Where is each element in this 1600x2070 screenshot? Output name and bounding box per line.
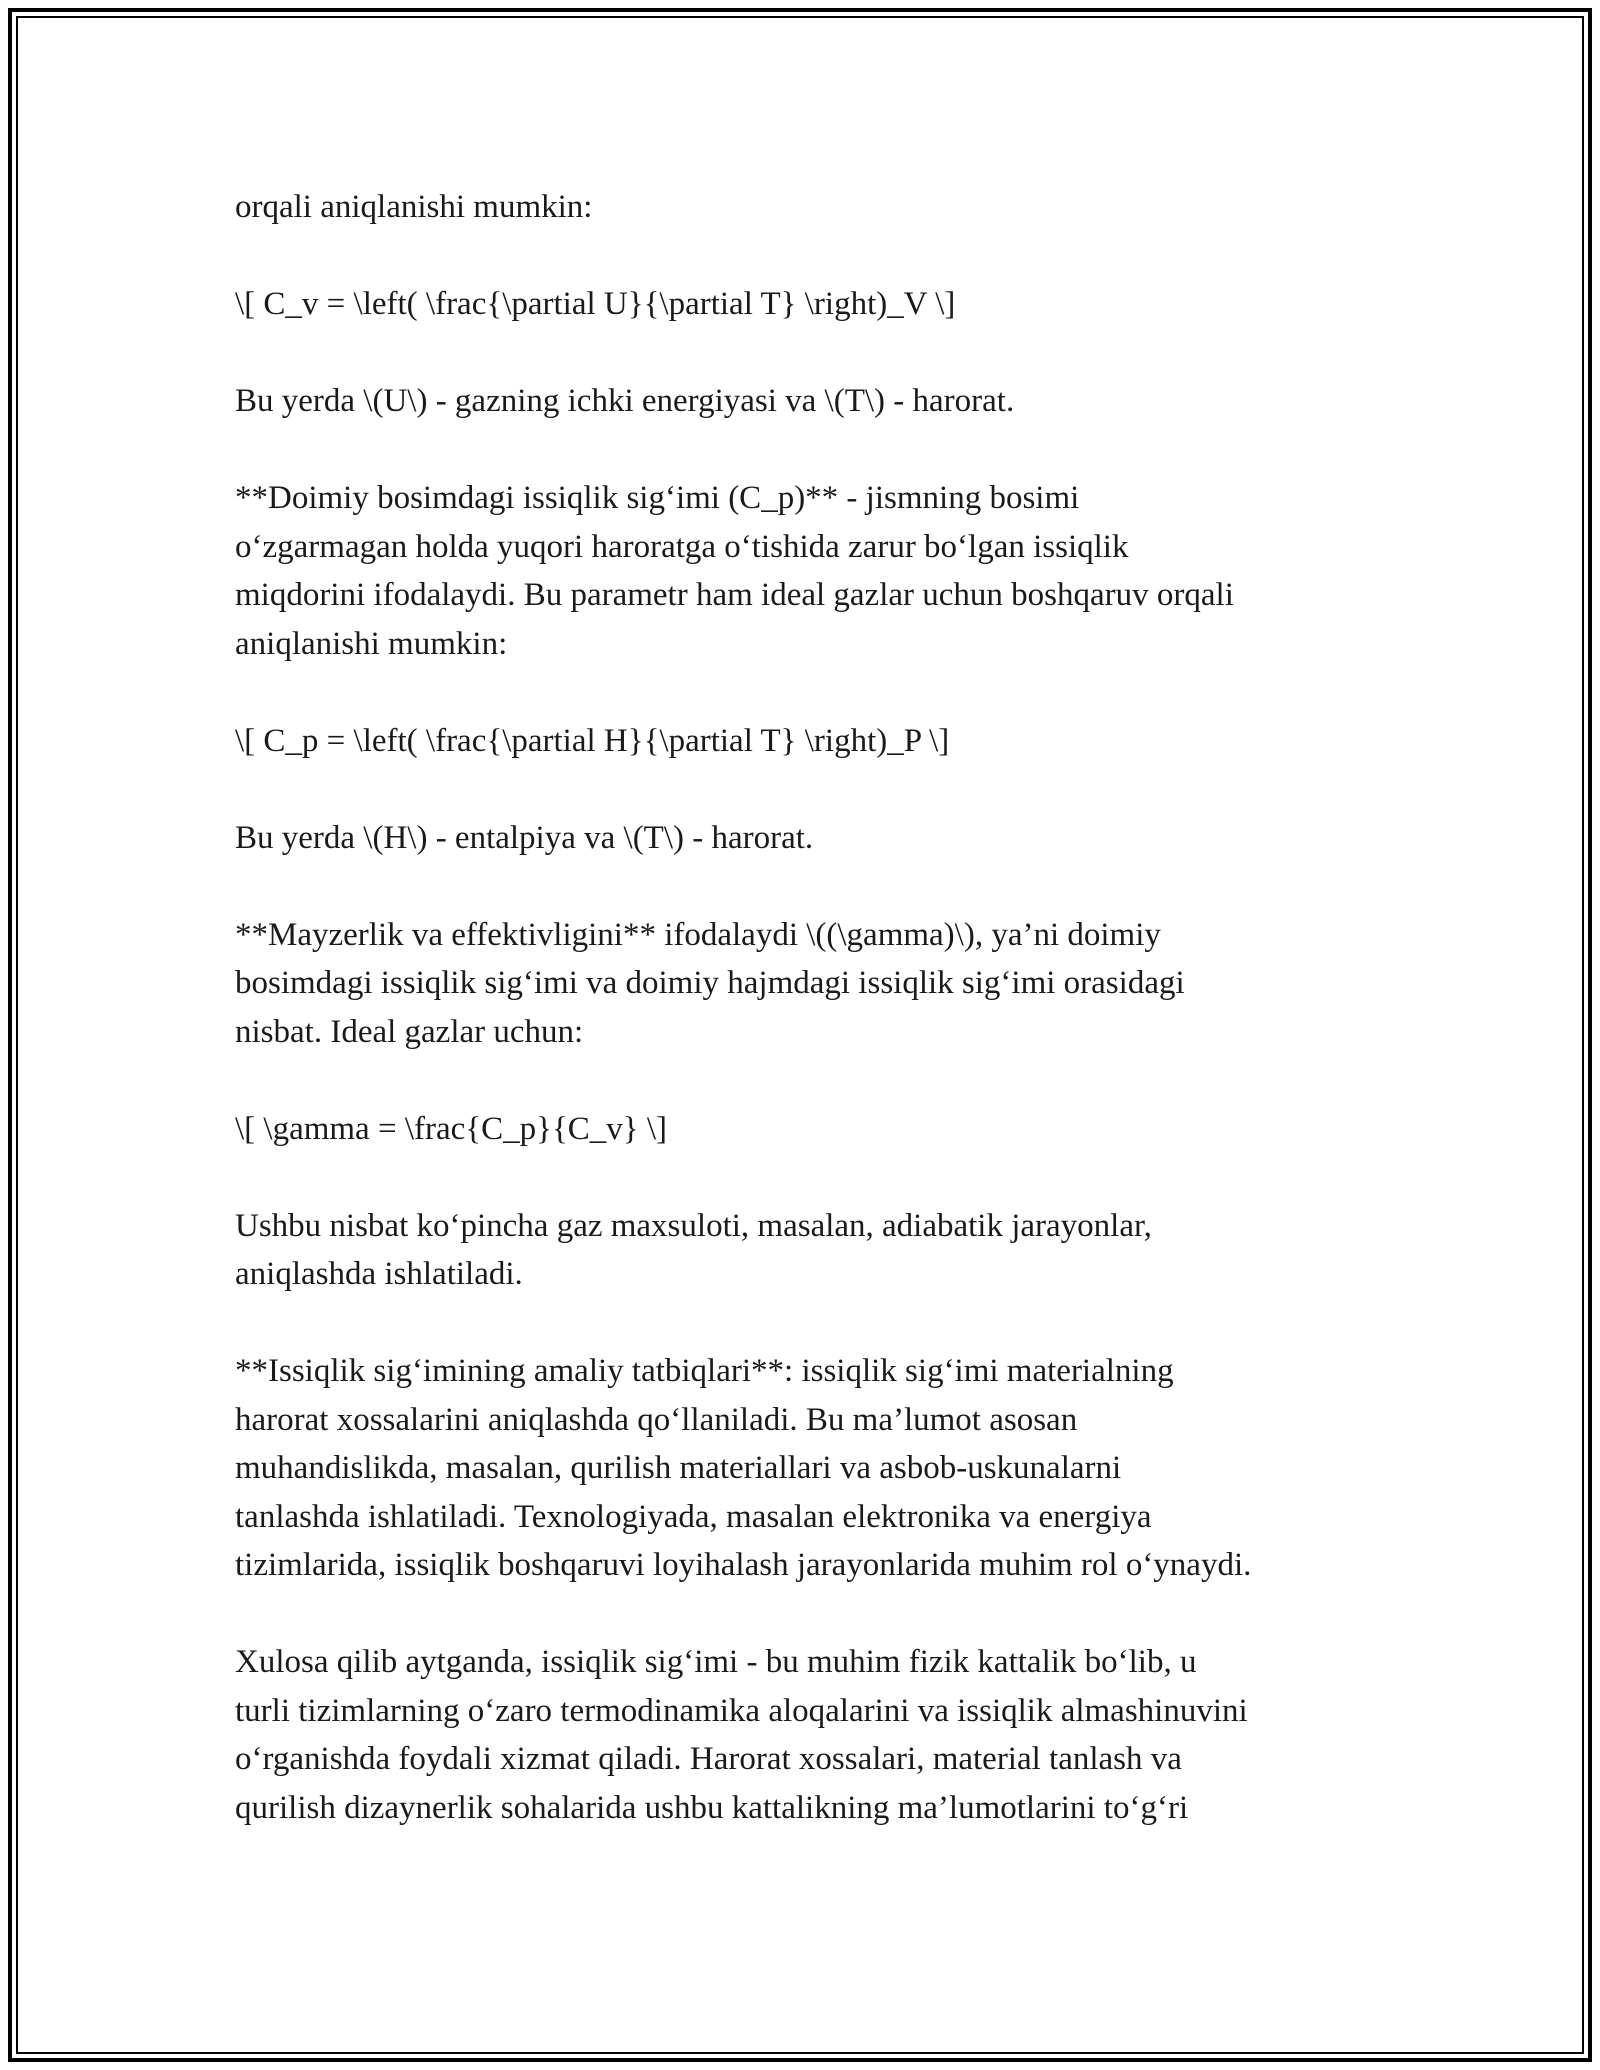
text-line: Bu yerda \(U\) - gazning ichki energiyasi va \(T\) - harorat. [235, 383, 1015, 419]
text-line: \[ \gamma = \frac{C_p}{C_v} \] [235, 1110, 668, 1147]
paragraph-gamma [235, 911, 1375, 1057]
text-line: qurilish dizaynerlik sohalarida ushbu kattalikning ma’lumotlarini to‘g‘ri [235, 1789, 1189, 1826]
text-line: Xulosa qilib aytganda, issiqlik sig‘imi - bu muhim fizik kattalik bo‘lib, u [235, 1644, 1197, 1680]
paragraph-cv-definition [235, 377, 1375, 426]
text-line: aniqlanishi mumkin: [235, 625, 508, 662]
paragraph-conclusion [235, 1638, 1375, 1832]
text-line: Ushbu nisbat ko‘pincha gaz maxsuloti, masalan, adiabatik jarayonlar, [235, 1207, 1152, 1244]
formula-gamma [235, 1105, 1375, 1154]
text-line: nisbat. Ideal gazlar uchun: [235, 1013, 584, 1050]
text-line: **Issiqlik sig‘imining amaliy tatbiqlari**: issiqlik sig‘imi materialning [235, 1353, 1174, 1389]
paragraph-ratio-usage [235, 1202, 1375, 1299]
text-line: tizimlarida, issiqlik boshqaruvi loyihalash jarayonlarida muhim rol o‘ynaydi. [235, 1547, 1252, 1583]
paragraph-cp [235, 474, 1375, 668]
text-line: **Doimiy bosimdagi issiqlik sig‘imi (C_p)** - jismning bosimi [235, 480, 1080, 516]
text-line: \[ C_p = \left( \frac{\partial H}{\partial T} \right)_P \] [235, 722, 950, 759]
document-body [235, 183, 1375, 1881]
text-line: turli tizimlarning o‘zaro termodinamika aloqalarini va issiqlik almashinuvini [235, 1692, 1248, 1729]
text-line: Bu yerda \(H\) - entalpiya va \(T\) - harorat. [235, 819, 814, 856]
text-line: muhandislikda, masalan, qurilish materiallari va asbob-uskunalarni [235, 1450, 1122, 1486]
text-line: bosimdagi issiqlik sig‘imi va doimiy hajmdagi issiqlik sig‘imi orasidagi [235, 965, 1185, 1001]
paragraph-intro [235, 183, 1375, 232]
paragraph-applications [235, 1347, 1375, 1590]
text-line: miqdorini ifodalaydi. Bu parametr ham ideal gazlar uchun boshqaruv orqali [235, 577, 1234, 613]
text-line: o‘rganishda foydali xizmat qiladi. Harorat xossalari, material tanlash va [235, 1741, 1182, 1777]
text-line: harorat xossalarini aniqlashda qo‘llaniladi. Bu ma’lumot asosan [235, 1401, 1078, 1438]
text-line: orqali aniqlanishi mumkin: [235, 189, 593, 225]
text-line: tanlashda ishlatiladi. Texnologiyada, masalan elektronika va energiya [235, 1498, 1152, 1535]
formula-cv [235, 280, 1375, 329]
text-line: o‘zgarmagan holda yuqori haroratga o‘tishida zarur bo‘lgan issiqlik [235, 528, 1129, 565]
text-line: \[ C_v = \left( \frac{\partial U}{\partial T} \right)_V \] [235, 286, 956, 322]
text-line: aniqlashda ishlatiladi. [235, 1256, 523, 1292]
text-line: **Mayzerlik va effektivligini** ifodalaydi \((\gamma)\), ya’ni doimiy [235, 916, 1161, 953]
paragraph-cp-definition [235, 814, 1375, 863]
formula-cp [235, 717, 1375, 766]
